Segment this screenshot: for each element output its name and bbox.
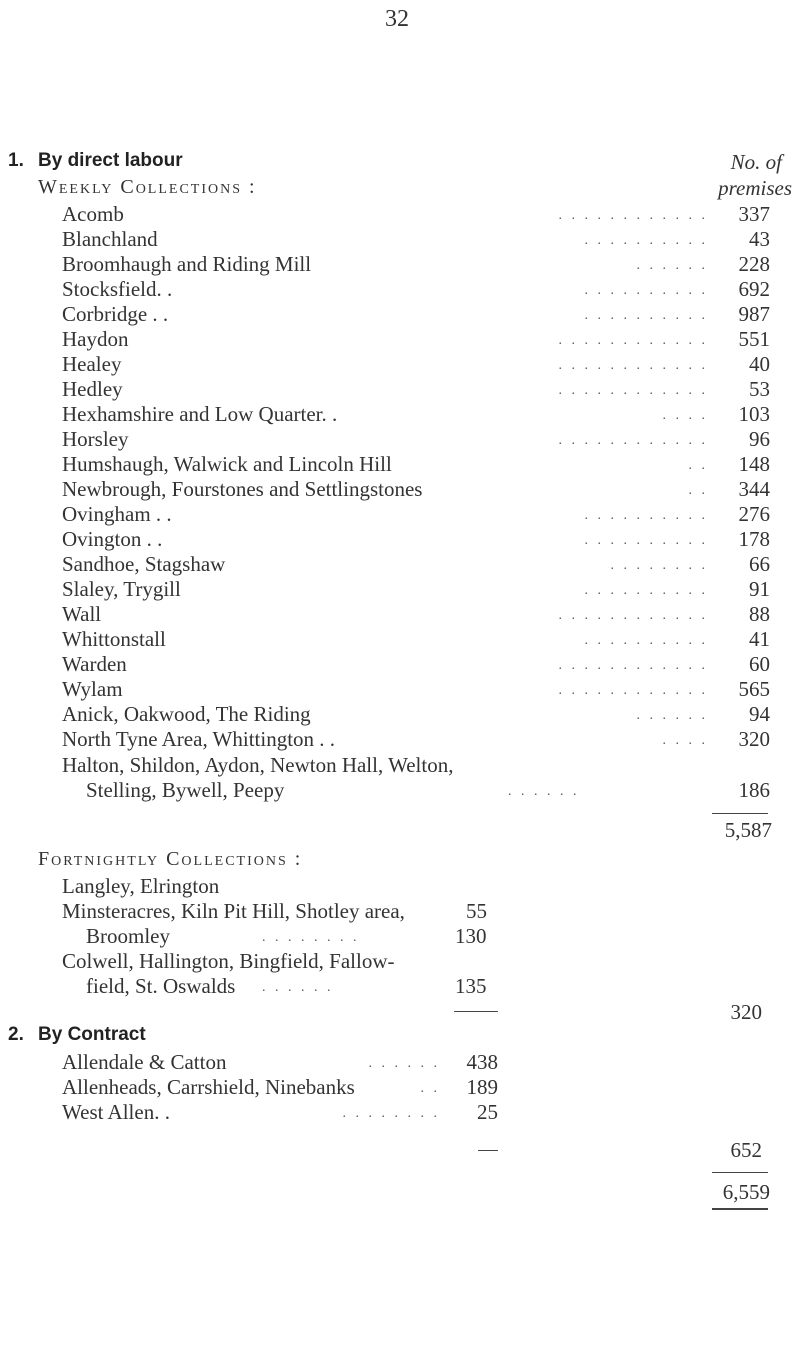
weekly-collections-heading: Weekly Collections : [38, 176, 257, 198]
leader-dots: . . . . . . . . . . . . [558, 333, 708, 348]
list-item-value: 565 [738, 677, 770, 701]
leader-dots: . . . . . . . . . . [584, 533, 708, 548]
list-item-name: Humshaugh, Walwick and Lincoln Hill [62, 452, 392, 476]
leader-dots: . . [688, 483, 708, 498]
list-item-value: 987 [738, 302, 770, 326]
grand-total: 6,559 [722, 1180, 770, 1204]
list-item-value: 228 [738, 252, 770, 276]
list-item-name: Hexhamshire and Low Quarter. . [62, 402, 338, 426]
list-item-broomley-value: 130 [455, 924, 487, 948]
list-item-name: North Tyne Area, Whittington . . [62, 727, 336, 751]
leader-dots: . . . . . . [636, 258, 708, 273]
list-item-name: Corbridge . . [62, 302, 169, 326]
list-item-value: 692 [738, 277, 770, 301]
list-item-name: Haydon [62, 327, 129, 351]
leader-dots: . . . . . . . . . . [584, 633, 708, 648]
list-item-name: Sandhoe, Stagshaw [62, 552, 226, 576]
contract-item-value: 25 [477, 1100, 498, 1124]
list-item-value: 96 [749, 427, 770, 451]
list-item-name: Warden [62, 652, 127, 676]
list-item-name: Ovington . . [62, 527, 163, 551]
list-item-value: 551 [738, 327, 770, 351]
leader-dots: . . . . . . . . . . [584, 583, 708, 598]
list-item-value: 66 [749, 552, 770, 576]
list-item-halton-line1: Halton, Shildon, Aydon, Newton Hall, Welton, [62, 753, 454, 777]
list-item-colwell: Colwell, Hallington, Bingfield, Fallow- [62, 949, 395, 973]
leader-dots: . . . . . . [262, 980, 334, 995]
leader-dots: . . [688, 458, 708, 473]
list-item-value: 53 [749, 377, 770, 401]
list-item-broomley: Broomley [86, 924, 170, 948]
list-item-name: Blanchland [62, 227, 158, 251]
list-item-name: Hedley [62, 377, 123, 401]
leader-dots: . . . . . . . . . . . . [558, 208, 708, 223]
leader-dots: . . . . . . . . . . . . [558, 658, 708, 673]
list-item-name: Healey [62, 352, 122, 376]
list-item-minsteracres: Minsteracres, Kiln Pit Hill, Shotley area, [62, 899, 405, 923]
list-item-name: Horsley [62, 427, 129, 451]
list-item-name: Newbrough, Fourstones and Settlingstones [62, 477, 423, 501]
list-item-value: 43 [749, 227, 770, 251]
list-item-langley: Langley, Elrington [62, 874, 220, 898]
section-2-title: By Contract [38, 1024, 146, 1045]
leader-dots: . . . . [662, 408, 708, 423]
contract-item-value: 189 [466, 1075, 498, 1099]
subtotal-rule [478, 1150, 498, 1151]
contract-item-name: Allenheads, Carrshield, Ninebanks [62, 1075, 355, 1099]
leader-dots: . . . . . . . . . . . . [558, 383, 708, 398]
section-1-title: By direct labour [38, 150, 183, 171]
list-item-value: 148 [738, 452, 770, 476]
leader-dots: . . . . . . [508, 784, 580, 799]
leader-dots: . . . . . . . . . . . . [558, 358, 708, 373]
list-item-field-st-oswalds: field, St. Oswalds [86, 974, 236, 998]
leader-dots: . . . . . . [368, 1056, 440, 1071]
section-2-number: 2. [8, 1024, 24, 1045]
list-item-value: 94 [749, 702, 770, 726]
leader-dots: . . . . . . . . [610, 558, 708, 573]
list-item-value: 320 [738, 727, 770, 751]
double-rule [712, 1208, 768, 1210]
list-item-name: Whittonstall [62, 627, 166, 651]
list-item-name: Anick, Oakwood, The Riding [62, 702, 311, 726]
leader-dots: . . . . . . . . . . . . [558, 433, 708, 448]
list-item-value: 40 [749, 352, 770, 376]
contract-item-value: 438 [466, 1050, 498, 1074]
leader-dots: . . . . . . . . . . [584, 233, 708, 248]
subtotal-rule [454, 1011, 498, 1012]
list-item-value: 344 [738, 477, 770, 501]
leader-dots: . . [420, 1081, 440, 1096]
leader-dots: . . . . . . . . [342, 1106, 440, 1121]
fortnightly-collections-heading: Fortnightly Collections : [38, 848, 303, 870]
leader-dots: . . . . . . . . . . [584, 508, 708, 523]
contract-item-name: West Allen. . [62, 1100, 170, 1124]
list-item-value: 178 [738, 527, 770, 551]
leader-dots: . . . . . . . . . . . . [558, 683, 708, 698]
section-1-number: 1. [8, 150, 24, 171]
contract-item-name: Allendale & Catton [62, 1050, 227, 1074]
list-item-minsteracres-value: 55 [466, 899, 487, 923]
leader-dots: . . . . [662, 733, 708, 748]
list-item-name: Wylam [62, 677, 123, 701]
fortnightly-total: 320 [730, 1000, 762, 1024]
list-item-value: 103 [738, 402, 770, 426]
list-item-value: 88 [749, 602, 770, 626]
leader-dots: . . . . . . [636, 708, 708, 723]
list-item-value: 337 [738, 202, 770, 226]
leader-dots: . . . . . . . . . . . . [558, 608, 708, 623]
contract-total: 652 [730, 1138, 762, 1162]
list-item-name: Slaley, Trygill [62, 577, 181, 601]
weekly-total: 5,587 [724, 818, 772, 842]
list-item-name: Acomb [62, 202, 124, 226]
list-item-value: 276 [738, 502, 770, 526]
leader-dots: . . . . . . . . . . [584, 308, 708, 323]
page-number: 32 [385, 6, 409, 32]
list-item-halton-value: 186 [738, 778, 770, 802]
list-item-field-st-oswalds-value: 135 [455, 974, 487, 998]
list-item-value: 91 [749, 577, 770, 601]
leader-dots: . . . . . . . . [262, 930, 360, 945]
list-item-value: 41 [749, 627, 770, 651]
list-item-value: 60 [749, 652, 770, 676]
column-header-no-of: No. of [730, 150, 782, 174]
list-item-name: Ovingham . . [62, 502, 172, 526]
list-item-name: Stocksfield. . [62, 277, 173, 301]
list-item-halton-line2: Stelling, Bywell, Peepy [86, 778, 285, 802]
subtotal-rule [712, 813, 768, 814]
leader-dots: . . . . . . . . . . [584, 283, 708, 298]
list-item-name: Wall [62, 602, 102, 626]
total-rule [712, 1172, 768, 1173]
list-item-name: Broomhaugh and Riding Mill [62, 252, 312, 276]
column-header-premises: premises [718, 176, 792, 200]
